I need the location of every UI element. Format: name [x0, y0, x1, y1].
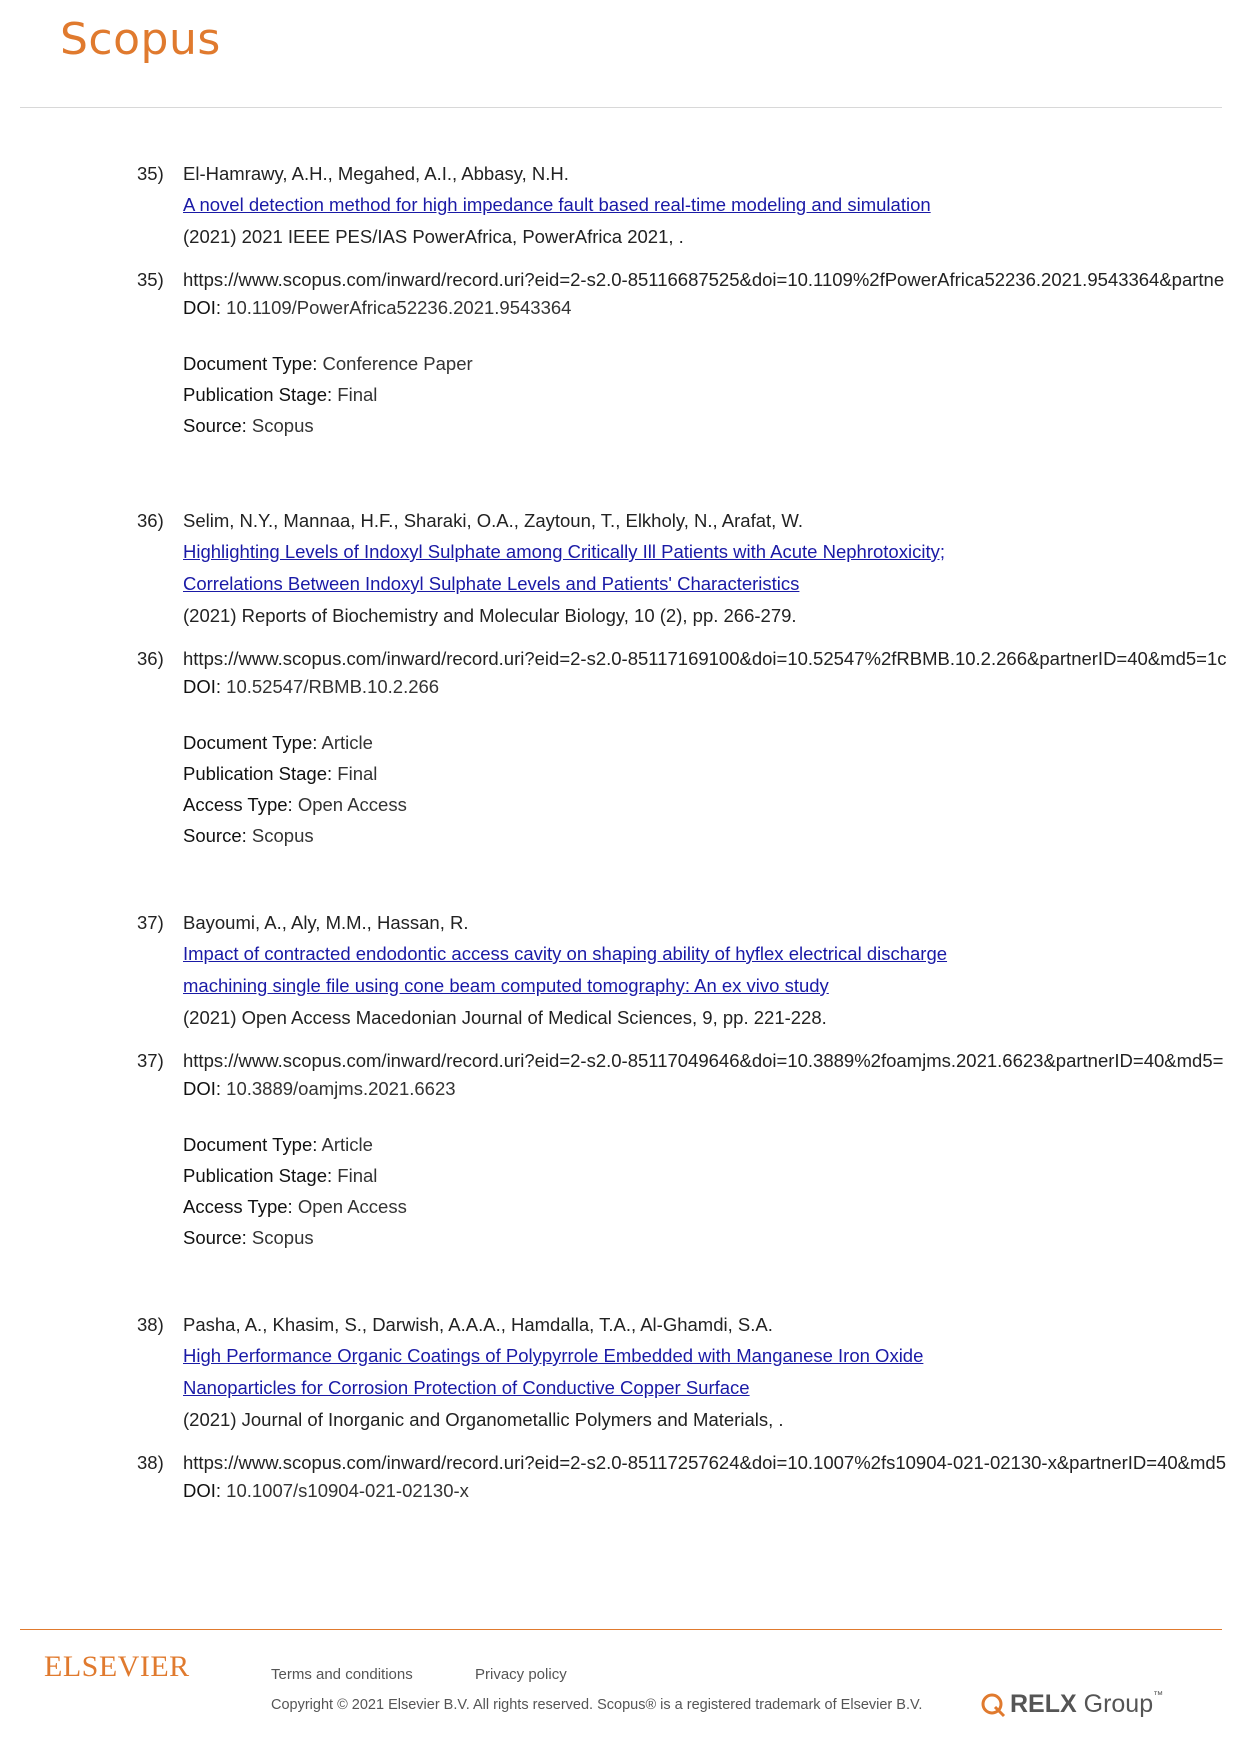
record-doi	[183, 297, 571, 319]
record-field	[183, 1165, 377, 1187]
record-field	[183, 1134, 373, 1156]
field-value: Article	[321, 1134, 373, 1155]
record-field	[183, 763, 377, 785]
record-citation: (2021) Open Access Macedonian Journal of Medical Sciences, 9, pp. 221-228.	[183, 1007, 827, 1028]
doi-label: DOI:	[183, 1078, 222, 1099]
relx-tm: ™	[1153, 1690, 1164, 1701]
record-title-link[interactable]: A novel detection method for high impedance fault based real-time modeling and simulation	[183, 194, 931, 215]
record-number: 35)	[137, 163, 164, 184]
record-field	[183, 794, 407, 816]
copyright-text: Copyright © 2021 Elsevier B.V. All rights reserved. Scopus® is a registered trademark of Elsevier B.V.	[271, 1697, 923, 1713]
field-label: Access Type:	[183, 794, 293, 815]
scopus-logo: Scopus	[60, 14, 221, 65]
record-citation: (2021) Journal of Inorganic and Organometallic Polymers and Materials, .	[183, 1409, 784, 1430]
record-url[interactable]: https://www.scopus.com/inward/record.uri?eid=2-s2.0-85117169100&doi=10.52547%2fRBMB.10.2.266&partnerID=40&md5=1c	[183, 648, 1227, 669]
record-authors: Selim, N.Y., Mannaa, H.F., Sharaki, O.A., Zaytoun, T., Elkholy, N., Arafat, W.	[183, 510, 803, 531]
record-url[interactable]: https://www.scopus.com/inward/record.uri?eid=2-s2.0-85117049646&doi=10.3889%2foamjms.2021.6623&partnerID=40&md5=	[183, 1050, 1224, 1071]
record-title-line	[183, 1345, 923, 1367]
record-url-number: 36)	[137, 648, 164, 669]
record-title-link[interactable]: Nanoparticles for Corrosion Protection of Conductive Copper Surface	[183, 1377, 750, 1398]
record-field	[183, 415, 314, 437]
record-field	[183, 353, 473, 375]
field-value: Scopus	[251, 1227, 314, 1248]
relx-logo	[980, 1690, 1163, 1719]
elsevier-logo: ELSEVIER	[44, 1650, 190, 1683]
record-field	[183, 1196, 407, 1218]
record-number: 36)	[137, 510, 164, 531]
record-field	[183, 732, 373, 754]
doi-label: DOI:	[183, 676, 222, 697]
record-title-link[interactable]: machining single file using cone beam computed tomography: An ex vivo study	[183, 975, 829, 996]
field-label: Document Type:	[183, 732, 318, 753]
relx-group-text: Group	[1076, 1690, 1154, 1718]
relx-bold-text: RELX	[1010, 1690, 1077, 1718]
field-value: Open Access	[297, 1196, 407, 1217]
field-value: Scopus	[251, 415, 314, 436]
doi-value: 10.1007/s10904-021-02130-x	[226, 1480, 469, 1501]
field-value: Conference Paper	[322, 353, 473, 374]
record-authors: Bayoumi, A., Aly, M.M., Hassan, R.	[183, 912, 469, 933]
terms-link[interactable]: Terms and conditions	[271, 1666, 413, 1683]
record-title-line	[183, 943, 947, 965]
record-url[interactable]: https://www.scopus.com/inward/record.uri?eid=2-s2.0-85116687525&doi=10.1109%2fPowerAfrica52236.2021.9543364&partne	[183, 269, 1225, 290]
record-url-number: 38)	[137, 1452, 164, 1473]
field-label: Publication Stage:	[183, 763, 333, 784]
field-label: Access Type:	[183, 1196, 293, 1217]
record-citation: (2021) Reports of Biochemistry and Molecular Biology, 10 (2), pp. 266-279.	[183, 605, 797, 626]
record-title-line	[183, 1377, 750, 1399]
record-doi	[183, 676, 439, 698]
relx-mark-icon	[980, 1692, 1006, 1718]
field-label: Source:	[183, 1227, 247, 1248]
record-title-line	[183, 541, 945, 563]
doi-value: 10.3889/oamjms.2021.6623	[226, 1078, 456, 1099]
record-title-link[interactable]: Highlighting Levels of Indoxyl Sulphate among Critically Ill Patients with Acute Nephrotoxicity;	[183, 541, 945, 562]
record-authors: Pasha, A., Khasim, S., Darwish, A.A.A., Hamdalla, T.A., Al-Ghamdi, S.A.	[183, 1314, 773, 1335]
field-label: Source:	[183, 415, 247, 436]
field-label: Publication Stage:	[183, 384, 333, 405]
field-value: Article	[321, 732, 373, 753]
record-field	[183, 384, 377, 406]
field-label: Document Type:	[183, 353, 318, 374]
field-label: Source:	[183, 825, 247, 846]
record-doi	[183, 1078, 456, 1100]
record-number: 38)	[137, 1314, 164, 1335]
doi-label: DOI:	[183, 1480, 222, 1501]
field-value: Open Access	[297, 794, 407, 815]
privacy-link[interactable]: Privacy policy	[475, 1666, 567, 1683]
field-value: Final	[337, 763, 378, 784]
record-citation: (2021) 2021 IEEE PES/IAS PowerAfrica, PowerAfrica 2021, .	[183, 226, 684, 247]
record-authors: El-Hamrawy, A.H., Megahed, A.I., Abbasy, N.H.	[183, 163, 569, 184]
doi-value: 10.52547/RBMB.10.2.266	[226, 676, 440, 697]
record-url-number: 37)	[137, 1050, 164, 1071]
record-title-link[interactable]: Impact of contracted endodontic access cavity on shaping ability of hyflex electrical discharge	[183, 943, 948, 964]
record-title-link[interactable]: High Performance Organic Coatings of Polypyrrole Embedded with Manganese Iron Oxide	[183, 1345, 924, 1366]
record-field	[183, 1227, 314, 1249]
field-label: Document Type:	[183, 1134, 318, 1155]
field-value: Final	[337, 384, 378, 405]
field-value: Final	[337, 1165, 378, 1186]
record-title-link[interactable]: Correlations Between Indoxyl Sulphate Levels and Patients' Characteristics	[183, 573, 800, 594]
doi-value: 10.1109/PowerAfrica52236.2021.9543364	[226, 297, 572, 318]
record-field	[183, 825, 314, 847]
record-url-number: 35)	[137, 269, 164, 290]
record-url[interactable]: https://www.scopus.com/inward/record.uri?eid=2-s2.0-85117257624&doi=10.1007%2fs10904-021-02130-x&partnerID=40&md5	[183, 1452, 1226, 1473]
footer-divider	[20, 1629, 1222, 1630]
field-label: Publication Stage:	[183, 1165, 333, 1186]
doi-label: DOI:	[183, 297, 222, 318]
record-title-line	[183, 975, 829, 997]
record-doi	[183, 1480, 469, 1502]
record-title-line	[183, 194, 931, 216]
record-title-line	[183, 573, 799, 595]
record-number: 37)	[137, 912, 164, 933]
field-value: Scopus	[251, 825, 314, 846]
